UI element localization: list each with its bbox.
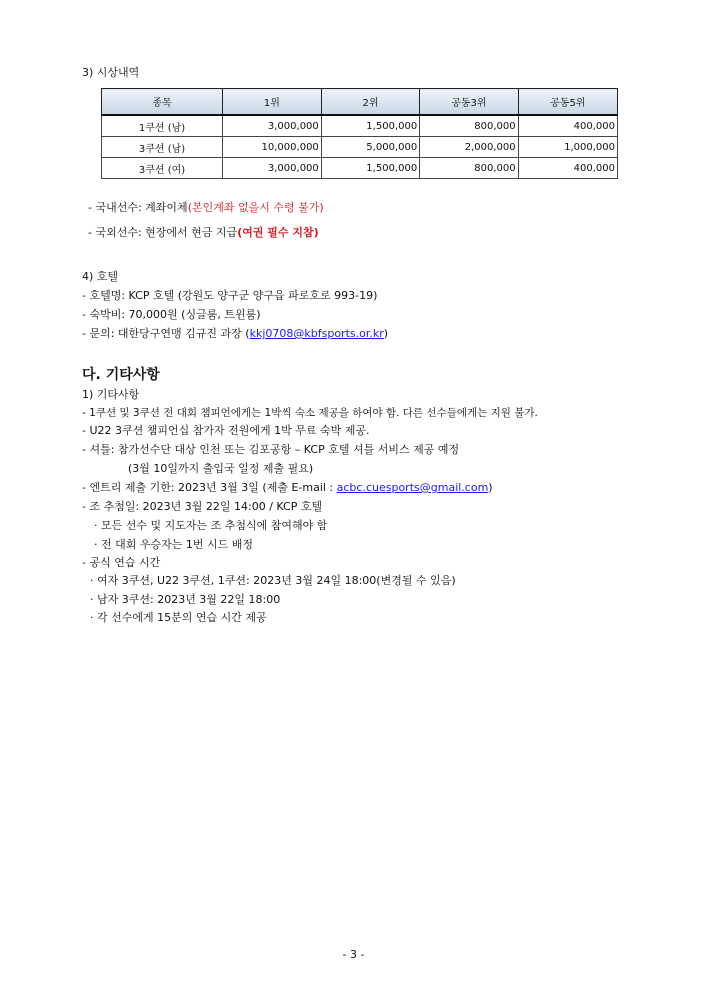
misc-item-entry-deadline: [82, 481, 493, 495]
cell-value: 400,000: [518, 158, 617, 179]
header-first: 1위: [223, 89, 322, 116]
hotel-title: 4) 호텔: [82, 270, 119, 283]
cell-category: 3쿠션 (남): [102, 137, 223, 158]
header-fifth: 공동5위: [518, 89, 617, 116]
hotel-contact-label: - 문의: 대한당구연맹 김규진 과장 (: [82, 327, 250, 340]
practice-duration: · 각 선수에게 15분의 연습 시간 제공: [90, 611, 267, 624]
payment-foreign-label: - 국외선수: 현장에서 현금 지급: [88, 226, 238, 239]
payment-domestic-label: - 국내선수: 계좌이체: [88, 201, 188, 214]
prize-table: [101, 88, 618, 179]
header-third: 공동3위: [420, 89, 518, 116]
hotel-name: - 호텔명: KCP 호텔 (강원도 양구군 양구읍 파로호로 993-19): [82, 289, 378, 302]
hotel-contact-close: ): [383, 327, 389, 340]
cell-value: 3,000,000: [223, 115, 322, 137]
misc-item-shuttle-note: (3월 10일까지 출입국 일정 제출 필요): [128, 462, 314, 475]
cell-category: 1쿠션 (남): [102, 115, 223, 137]
misc-item-u22-lodging: - U22 3쿠션 챔피언십 참가자 전원에게 1박 무료 숙박 제공.: [82, 424, 370, 437]
header-second: 2위: [321, 89, 419, 116]
hotel-contact-email-link[interactable]: kkj0708@kbfsports.or.kr: [249, 327, 384, 340]
misc-heading: 다. 기타사항: [82, 367, 160, 383]
payment-domestic-note: (본인계좌 없을시 수령 불가): [187, 201, 324, 214]
cell-value: 3,000,000: [223, 158, 322, 179]
misc-item-draw-date: - 조 추첨일: 2023년 3월 22일 14:00 / KCP 호텔: [82, 500, 323, 513]
cell-value: 2,000,000: [420, 137, 518, 158]
cell-value: 1,500,000: [321, 158, 419, 179]
misc-item-champion-lodging: - 1쿠션 및 3쿠션 전 대회 챔피언에게는 1박씩 숙소 제공을 하여야 함. 다른 선수들에게는 지원 불가.: [82, 407, 538, 419]
section3-title: 3) 시상내역: [82, 66, 140, 79]
cell-category: 3쿠션 (여): [102, 158, 223, 179]
practice-men: · 남자 3쿠션: 2023년 3월 22일 18:00: [90, 593, 281, 606]
table-row: [102, 158, 618, 179]
cell-value: 10,000,000: [223, 137, 322, 158]
misc-item-shuttle: - 셔틀: 참가선수단 대상 인천 또는 김포공항 – KCP 호텔 셔틀 서비스 제공 예정: [82, 443, 460, 456]
table-row: [102, 137, 618, 158]
payment-domestic: [88, 201, 324, 215]
cell-value: 1,000,000: [518, 137, 617, 158]
payment-foreign: [88, 226, 319, 240]
draw-note-attendance: · 모든 선수 및 지도자는 조 추첨식에 참여해야 함: [94, 519, 328, 532]
cell-value: 5,000,000: [321, 137, 419, 158]
misc-subtitle: 1) 기타사항: [82, 388, 140, 401]
entry-deadline-close: ): [488, 481, 493, 494]
page-number: - 3 -: [342, 948, 365, 961]
cell-value: 400,000: [518, 115, 617, 137]
practice-women-u22: · 여자 3쿠션, U22 3쿠션, 1쿠션: 2023년 3월 24일 18:00(변경될 수 있음): [90, 574, 456, 587]
misc-item-practice: - 공식 연습 시간: [82, 556, 161, 569]
hotel-contact: [82, 327, 388, 341]
table-row: [102, 115, 618, 137]
header-category: 종목: [102, 89, 223, 116]
draw-note-seed: · 전 대회 우승자는 1번 시드 배정: [94, 538, 253, 551]
entry-email-link[interactable]: acbc.cuesports@gmail.com: [336, 481, 489, 494]
cell-value: 800,000: [420, 115, 518, 137]
payment-foreign-note: (여권 필수 지참): [237, 226, 319, 239]
entry-deadline-label: - 엔트리 제출 기한: 2023년 3월 3일 (제출 E-mail :: [82, 481, 337, 494]
prize-table-header: [102, 89, 618, 116]
cell-value: 1,500,000: [321, 115, 419, 137]
hotel-price: - 숙박비: 70,000원 (싱글룸, 트윈룸): [82, 308, 261, 321]
cell-value: 800,000: [420, 158, 518, 179]
